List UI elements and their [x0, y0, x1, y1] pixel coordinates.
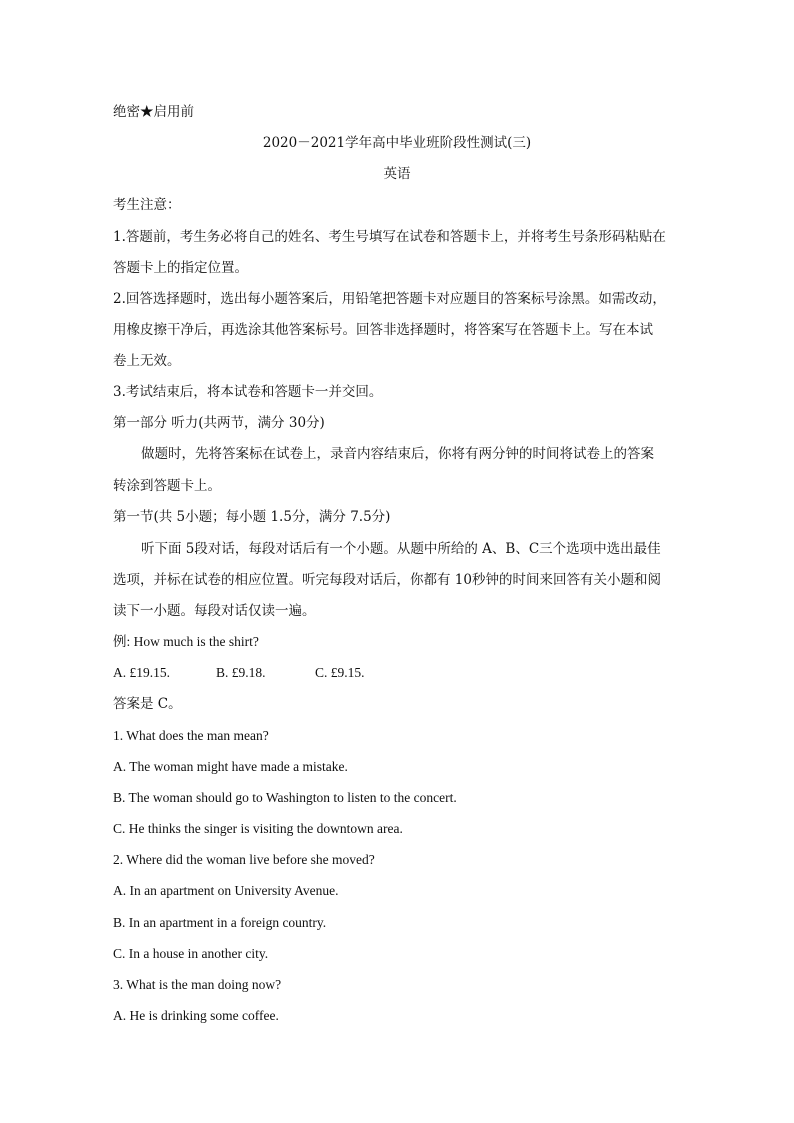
question-3-option-a: A. He is drinking some coffee.	[113, 1008, 279, 1023]
notice-item-1-line-2: 答题卡上的指定位置。	[113, 260, 248, 276]
example-option-c: C. £9.15.	[315, 665, 365, 680]
part1-heading: 第一部分 听力(共两节，满分 30分)	[113, 415, 325, 431]
question-1-option-a: A. The woman might have made a mistake.	[113, 759, 348, 774]
example-options	[113, 664, 365, 682]
part1-instruction-line-1: 做题时，先将答案标在试卷上，录音内容结束后，你将有两分钟的时间将试卷上的答案	[141, 446, 654, 462]
notice-item-2-line-3: 卷上无效。	[113, 353, 181, 369]
section1-instruction-line-1: 听下面 5段对话，每段对话后有一个小题。从题中所给的 A、B、C三个选项中选出最佳	[141, 541, 661, 557]
example-question: 例: How much is the shirt?	[113, 634, 259, 649]
exam-title: 2020－2021学年高中毕业班阶段性测试(三)	[262, 135, 532, 151]
notice-item-2-line-1: 2.回答选择题时，选出每小题答案后，用铅笔把答题卡对应题目的答案标号涂黑。如需改动，	[113, 291, 666, 307]
section1-instruction-line-3: 读下一小题。每段对话仅读一遍。	[113, 603, 316, 619]
question-1-option-b: B. The woman should go to Washington to listen to the concert.	[113, 790, 457, 805]
subject-title: 英语	[383, 166, 411, 182]
example-answer: 答案是 C。	[113, 696, 182, 712]
question-2-option-a: A. In an apartment on University Avenue.	[113, 883, 339, 898]
notice-item-1-line-1: 1.答题前，考生务必将自己的姓名、考生号填写在试卷和答题卡上，并将考生号条形码粘贴在	[113, 229, 666, 245]
section1-instruction-line-2: 选项，并标在试卷的相应位置。听完每段对话后，你都有 10秒钟的时间来回答有关小题和阅	[113, 572, 661, 588]
question-1-option-c: C. He thinks the singer is visiting the downtown area.	[113, 821, 403, 836]
question-1: 1. What does the man mean?	[113, 728, 269, 743]
question-2: 2. Where did the woman live before she moved?	[113, 852, 375, 867]
part1-instruction-line-2: 转涂到答题卡上。	[113, 478, 221, 494]
section1-heading: 第一节(共 5小题；每小题 1.5分，满分 7.5分)	[113, 509, 391, 525]
example-option-b: B. £9.18.	[216, 665, 266, 680]
question-2-option-b: B. In an apartment in a foreign country.	[113, 915, 327, 930]
notice-item-3: 3.考试结束后，将本试卷和答题卡一并交回。	[113, 384, 383, 400]
notice-item-2-line-2: 用橡皮擦干净后，再选涂其他答案标号。回答非选择题时，将答案写在答题卡上。写在本试	[113, 322, 653, 338]
example-option-a: A. £19.15.	[113, 665, 170, 680]
confidential-label: 绝密★启用前	[113, 104, 194, 120]
notice-heading: 考生注意：	[113, 197, 181, 213]
question-2-option-c: C. In a house in another city.	[113, 946, 269, 961]
question-3: 3. What is the man doing now?	[113, 977, 282, 992]
